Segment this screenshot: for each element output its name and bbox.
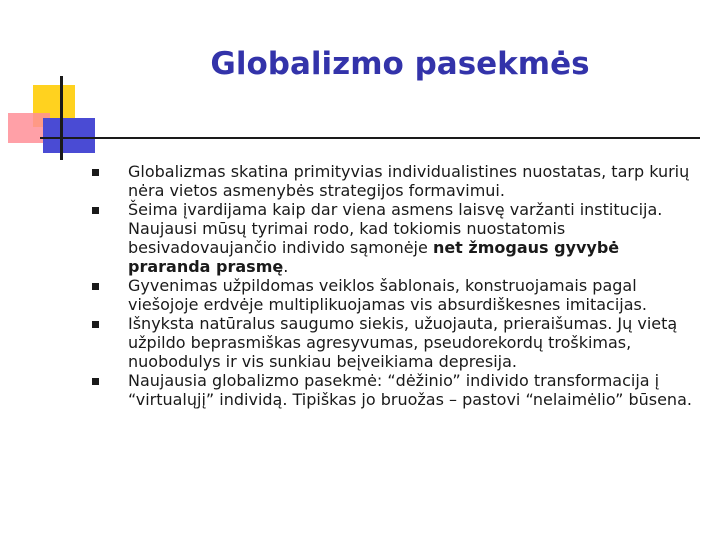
bullet-text: Išnyksta natūralus saugumo siekis, užuojauta, prieraišumas. Jų vietą užpildo beprasmiškas agresyvumas, pseudorekordų troškimas, nuobodulys ir vis sunkiau beįveikiama depresija. (128, 314, 678, 371)
square-bullet-icon (92, 169, 99, 176)
square-bullet-icon (92, 378, 99, 385)
bullet-text: Naujausia globalizmo pasekmė: “dėžinio” individo transformacija į “virtualųjį” individą. Tipiškas jo bruožas – pastovi “nelaimėlio” būsena. (128, 371, 692, 409)
slide-title: Globalizmo pasekmės (210, 46, 590, 82)
bullet-item (88, 276, 700, 314)
square-bullet-icon (92, 283, 99, 290)
square-bullet-icon (92, 207, 99, 214)
logo-blue-square (43, 118, 95, 153)
title-divider-line (40, 137, 700, 139)
bullet-text: Globalizmas skatina primityvias individualistines nuostatas, tarp kurių nėra vietos asmenybės strategijos formavimui. (128, 162, 690, 200)
bullet-text-end: . (283, 257, 289, 276)
bullet-item (88, 200, 700, 276)
bullet-bold-text: net žmogaus gyvybė praranda prasmę (128, 238, 620, 276)
bullet-text: Šeima įvardijama kaip dar viena asmens laisvę varžanti institucija. Naujausi mūsų tyrimai rodo, kad tokiomis nuostatomis besivadovaujančio individo sąmonėje (128, 200, 663, 257)
bullet-list (88, 162, 700, 409)
square-bullet-icon (92, 321, 99, 328)
bullet-item (88, 162, 700, 200)
bullet-item (88, 314, 700, 371)
bullet-item (88, 371, 700, 409)
bullet-text: Gyvenimas užpildomas veiklos šablonais, konstruojamais pagal viešojoje erdvėje multiplikuojamas vis absurdiškesnes imitacijas. (128, 276, 647, 314)
logo-vertical-line (60, 76, 63, 160)
